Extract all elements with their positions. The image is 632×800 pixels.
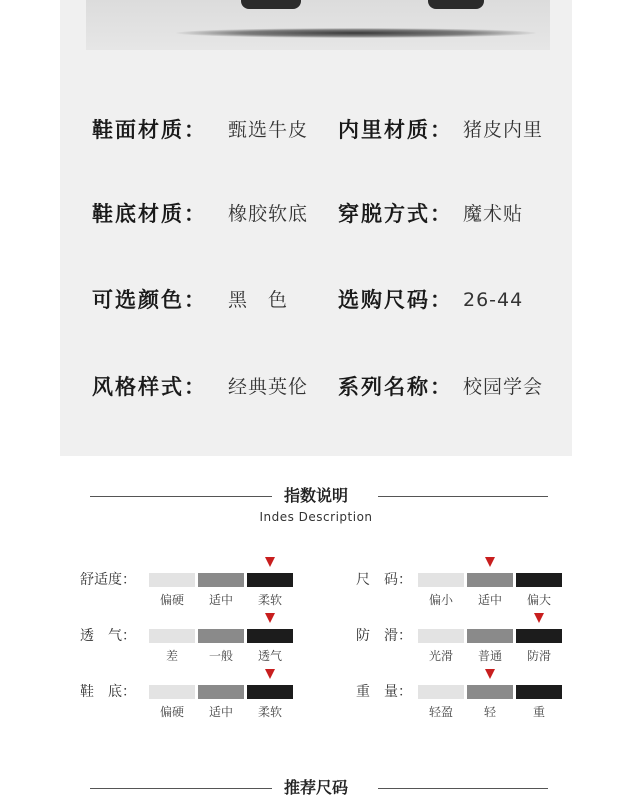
index-level-label: 偏小	[428, 593, 453, 607]
index-label: 防 滑：	[356, 628, 412, 644]
spec-label-series: 系列名称：	[338, 375, 453, 399]
index-scale-segment	[198, 685, 244, 699]
index-label: 舒适度：	[80, 572, 136, 588]
spec-label-sole-material: 鞋底材质：	[92, 202, 207, 226]
index-section-subtitle: Indes Description	[259, 510, 373, 524]
spec-value-color: 黑 色	[228, 289, 289, 311]
spec-label-closure-type: 穿脱方式：	[338, 202, 453, 226]
index-scale-segment	[467, 629, 513, 643]
index-level-label: 透气	[257, 649, 282, 663]
shoe-shadow	[176, 28, 536, 38]
index-level-label: 轻	[483, 705, 496, 719]
spec-value-style: 经典英伦	[228, 376, 309, 398]
selected-level-marker-icon	[485, 557, 495, 567]
index-scale-segment	[516, 573, 562, 587]
index-level-label: 重	[532, 705, 545, 719]
index-scale-segment	[418, 573, 464, 587]
index-label: 透 气：	[80, 628, 136, 644]
index-scale-segment	[467, 685, 513, 699]
index-level-label: 差	[165, 649, 178, 663]
index-scale-segment	[418, 629, 464, 643]
spec-value-closure-type: 魔术贴	[463, 203, 524, 225]
index-scale-segment	[198, 629, 244, 643]
index-level-label: 适中	[208, 593, 233, 607]
index-level-label: 偏硬	[159, 705, 184, 719]
size-section-title: 推荐尺码	[283, 778, 348, 797]
selected-level-marker-icon	[534, 613, 544, 623]
index-scale-segment	[467, 573, 513, 587]
index-scale-segment	[247, 573, 293, 587]
spec-label-lining-material: 内里材质：	[338, 118, 453, 142]
selected-level-marker-icon	[265, 613, 275, 623]
index-level-label: 普通	[477, 649, 502, 663]
index-level-label: 防滑	[526, 649, 551, 663]
selected-level-marker-icon	[485, 669, 495, 679]
index-scale-segment	[516, 685, 562, 699]
shoe-left-image	[241, 0, 301, 9]
selected-level-marker-icon	[265, 669, 275, 679]
index-label: 重 量：	[356, 684, 412, 700]
spec-label-color: 可选颜色：	[92, 288, 207, 312]
index-level-label: 偏硬	[159, 593, 184, 607]
index-level-label: 轻盈	[428, 705, 453, 719]
index-scale-segment	[516, 629, 562, 643]
selected-level-marker-icon	[265, 557, 275, 567]
index-scale-segment	[198, 573, 244, 587]
index-level-label: 光滑	[428, 649, 453, 663]
index-level-label: 柔软	[257, 705, 282, 719]
index-level-label: 偏大	[526, 593, 551, 607]
index-scale-segment	[418, 685, 464, 699]
spec-value-lining-material: 猪皮内里	[463, 119, 544, 141]
index-scale-segment	[149, 629, 195, 643]
index-level-label: 适中	[477, 593, 502, 607]
index-level-label: 适中	[208, 705, 233, 719]
index-label: 尺 码：	[356, 572, 412, 588]
spec-label-size: 选购尺码：	[338, 288, 453, 312]
index-level-label: 一般	[208, 649, 233, 663]
spec-value-sole-material: 橡胶软底	[228, 203, 309, 225]
spec-value-size: 26-44	[463, 289, 524, 311]
spec-label-style: 风格样式：	[92, 375, 207, 399]
index-section-title: 指数说明	[283, 486, 348, 505]
spec-value-upper-material: 甄选牛皮	[228, 119, 309, 141]
spec-label-upper-material: 鞋面材质：	[92, 118, 207, 142]
shoe-right-image	[428, 0, 484, 9]
index-scale-segment	[247, 629, 293, 643]
index-label: 鞋 底：	[80, 684, 136, 700]
index-scale-segment	[149, 573, 195, 587]
index-scale-segment	[247, 685, 293, 699]
spec-value-series: 校园学会	[463, 376, 544, 398]
product-photo	[86, 0, 550, 50]
index-scale-segment	[149, 685, 195, 699]
index-level-label: 柔软	[257, 593, 282, 607]
